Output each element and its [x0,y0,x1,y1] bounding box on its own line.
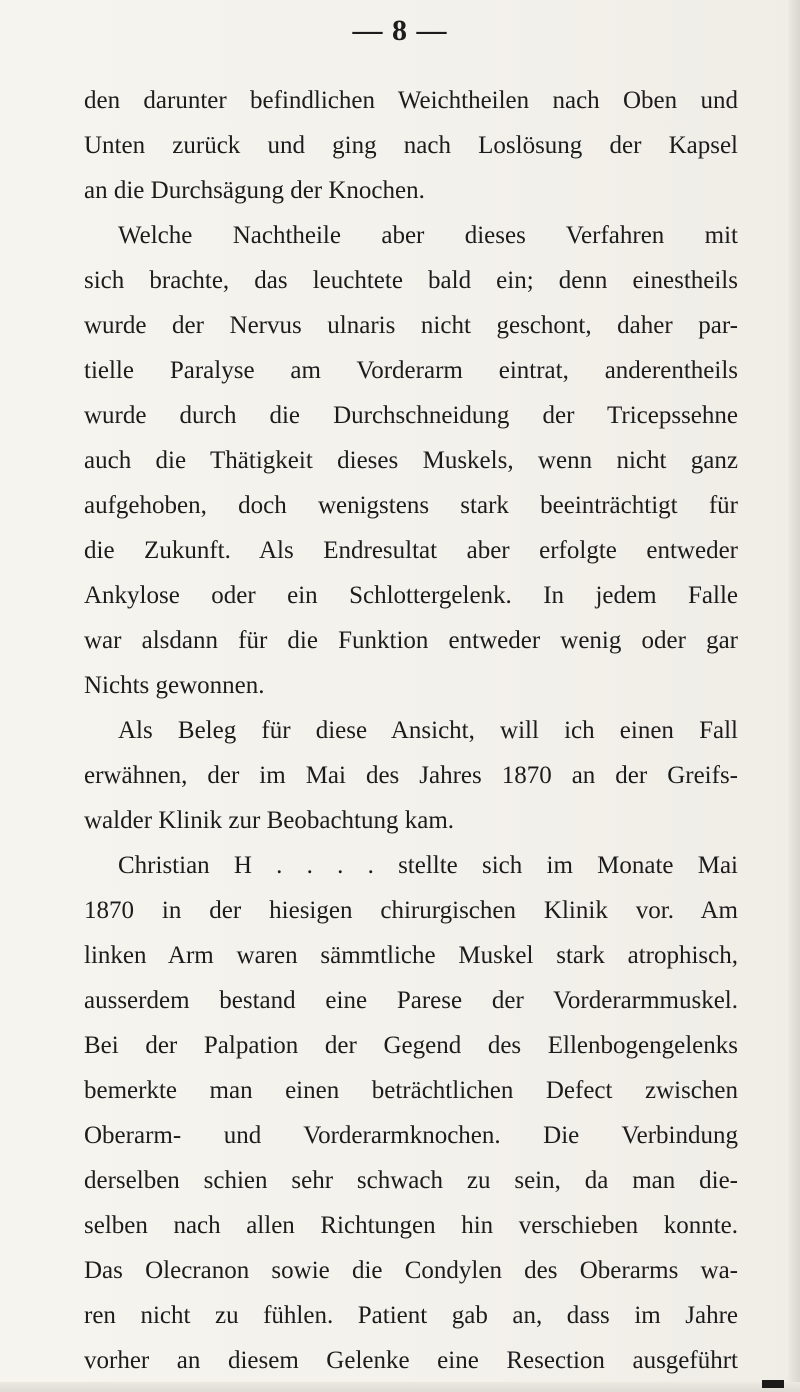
page-edge-right [788,0,800,1392]
text-line: Ankylose oder ein Schlottergelenk. In jedem Falle [84,582,738,609]
text-line: Bei der Palpation der Gegend des Ellenbogengelenks [84,1032,738,1059]
text-line: tielle Paralyse am Vorderarm eintrat, anderentheils [84,357,738,384]
text-line: die Zukunft. Als Endresultat aber erfolgte entweder [84,537,738,564]
text-line: 1870 in der hiesigen chirurgischen Klinik vor. Am [84,897,738,924]
text-line: Das Olecranon sowie die Condylen des Oberarms wa- [84,1257,738,1284]
text-line: walder Klinik zur Beobachtung kam. [84,807,455,834]
text-line: Oberarm- und Vorderarmknochen. Die Verbindung [84,1122,738,1149]
text-line: selben nach allen Richtungen hin verschieben konnte. [84,1212,738,1239]
text-line: auch die Thätigkeit dieses Muskels, wenn nicht ganz [84,447,738,474]
text-line: ren nicht zu fühlen. Patient gab an, dass im Jahre [84,1302,738,1329]
text-line: erwähnen, der im Mai des Jahres 1870 an der Greifs- [84,762,738,789]
text-line: Nichts gewonnen. [84,672,265,699]
text-line: Christian H . . . . stellte sich im Monate Mai [118,852,738,879]
text-line: den darunter befindlichen Weichtheilen nach Oben und [84,87,738,114]
text-line: Welche Nachtheile aber dieses Verfahren mit [118,222,738,249]
text-line: Unten zurück und ging nach Loslösung der Kapsel [84,132,738,159]
text-line: ausserdem bestand eine Parese der Vorderarmmuskel. [84,987,738,1014]
text-line: war alsdann für die Funktion entweder wenig oder gar [84,627,738,654]
text-line: derselben schien sehr schwach zu sein, da man die- [84,1167,738,1194]
text-line: linken Arm waren sämmtliche Muskel stark atrophisch, [84,942,738,969]
text-line: an die Durchsägung der Knochen. [84,177,425,204]
scan-corner-mark [762,1380,784,1388]
text-line: vorher an diesem Gelenke eine Resection ausgeführt [84,1347,738,1374]
text-line: aufgehoben, doch wenigstens stark beeinträchtigt für [84,492,738,519]
text-line: sich brachte, das leuchtete bald ein; denn einestheils [84,267,738,294]
text-line: wurde durch die Durchschneidung der Tricepssehne [84,402,738,429]
text-line: wurde der Nervus ulnaris nicht geschont, daher par- [84,312,738,339]
page-number: — 8 — [352,14,448,47]
text-line: Als Beleg für diese Ansicht, will ich einen Fall [118,717,738,744]
page-edge-bottom [0,1382,800,1392]
text-line: bemerkte man einen beträchtlichen Defect zwischen [84,1077,738,1104]
body-text [84,78,738,1383]
